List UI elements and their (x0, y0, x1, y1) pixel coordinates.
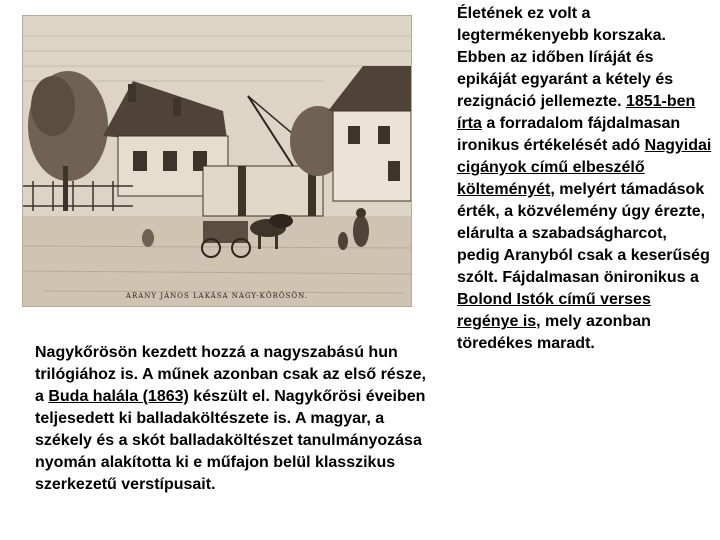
house-engraving-image (22, 15, 412, 307)
left-text-2: készült el. Nagykőrösi éveiben teljesedett ki balladaköltészete is. A magyar, a székely és a skót balladaköltészet tanulmányozása nyomán alakította ki e műfajon belül klasszikus szerkezetű verstípusait. (35, 388, 426, 493)
right-text-3: , melyért támadások érték, a közvélemény úgy érezte, elárulta a szabadságharcot, pedig Aranyból csak a keserűség szólt. Fájdalmasan önironikus a (457, 181, 710, 286)
right-paragraph (457, 3, 712, 355)
right-text-4: mely azonban töredékes maradt. (457, 313, 651, 352)
nagyidai-ciganyok-link[interactable]: Nagyidai cigányok című elbeszélő költeményét (457, 137, 712, 198)
engraving-caption: ARANY JÁNOS LAKÁSA NAGY-KŐRÖSÖN. (125, 292, 309, 300)
engraving-drawing (23, 16, 411, 306)
right-text-2: a forradalom fájdalmasan ironikus értékelését adó (457, 115, 681, 154)
buda-halala-link[interactable]: Buda halála (1863) (48, 388, 189, 405)
right-text-1: Életének ez volt a legtermékenyebb korszaka. Ebben az időben líráját és epikáját egyaránt a kétely és rezignáció jellemezte. (457, 5, 674, 110)
left-paragraph (35, 342, 430, 496)
left-text-1: Nagykőrösön kezdett hozzá a nagyszabású hun trilógiához is. A műnek azonban csak az első része, a (35, 344, 426, 405)
1851-link[interactable]: 1851-ben írta (457, 93, 696, 132)
bolond-istok-link[interactable]: Bolond Istók című verses regénye is, (457, 291, 651, 330)
